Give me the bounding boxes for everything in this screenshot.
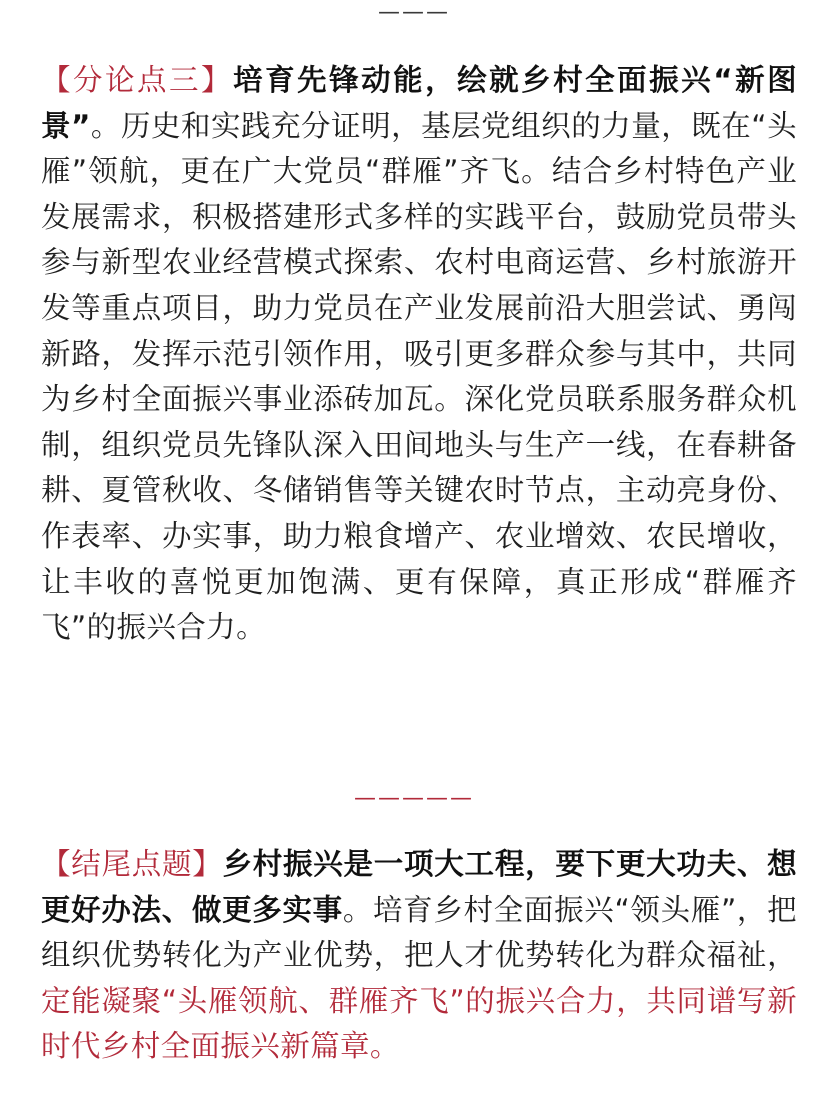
section-label: 【分论点三】 (41, 63, 234, 97)
top-divider: ——— (378, 0, 450, 25)
paragraph-conclusion (41, 842, 797, 1070)
middle-divider: ————— (354, 786, 474, 811)
section-body-text: 。培育乡村全面振兴“领头雁”，把组织优势转化为产业优势，把人才优势转化为群众福祉， (41, 892, 797, 973)
section-label: 【结尾点题】 (41, 847, 223, 881)
section-lead-sentence: 乡村振兴是一项大工程，要下更大功夫、想更好办法、做更多实事 (41, 847, 797, 927)
section-lead-sentence: 培育先锋动能，绘就乡村全面振兴“新图景” (41, 63, 797, 143)
highlighted-closing-text: 定能凝聚“头雁领航、群雁齐飞”的振兴合力，共同谱写新时代乡村全面振兴新篇章。 (41, 983, 797, 1064)
section-body-text: 。历史和实践充分证明，基层党组织的力量，既在“头雁”领航，更在广大党员“群雁”齐飞。结合乡村特色产业发展需求，积极搭建形式多样的实践平台，鼓励党员带头参与新型农业经营模式探索、农村电商运营、乡村旅游开发等重点项目，助力党员在产业发展前沿大胆尝试、勇闯新路，发挥示范引领作用，吸引更多群众参与其中，共同为乡村全面振兴事业添砖加瓦。深化党员联系服务群众机制，组织党员先锋队深入田间地头与生产一线，在春耕备耕、夏管秋收、冬储销售等关键农时节点，主动亮身份、作表率、办实事，助力粮食增产、农业增效、农民增收，让丰收的喜悦更加饱满、更有保障，真正形成“群雁齐飞”的振兴合力。 (41, 108, 797, 645)
paragraph-sub-argument-three (41, 58, 797, 651)
